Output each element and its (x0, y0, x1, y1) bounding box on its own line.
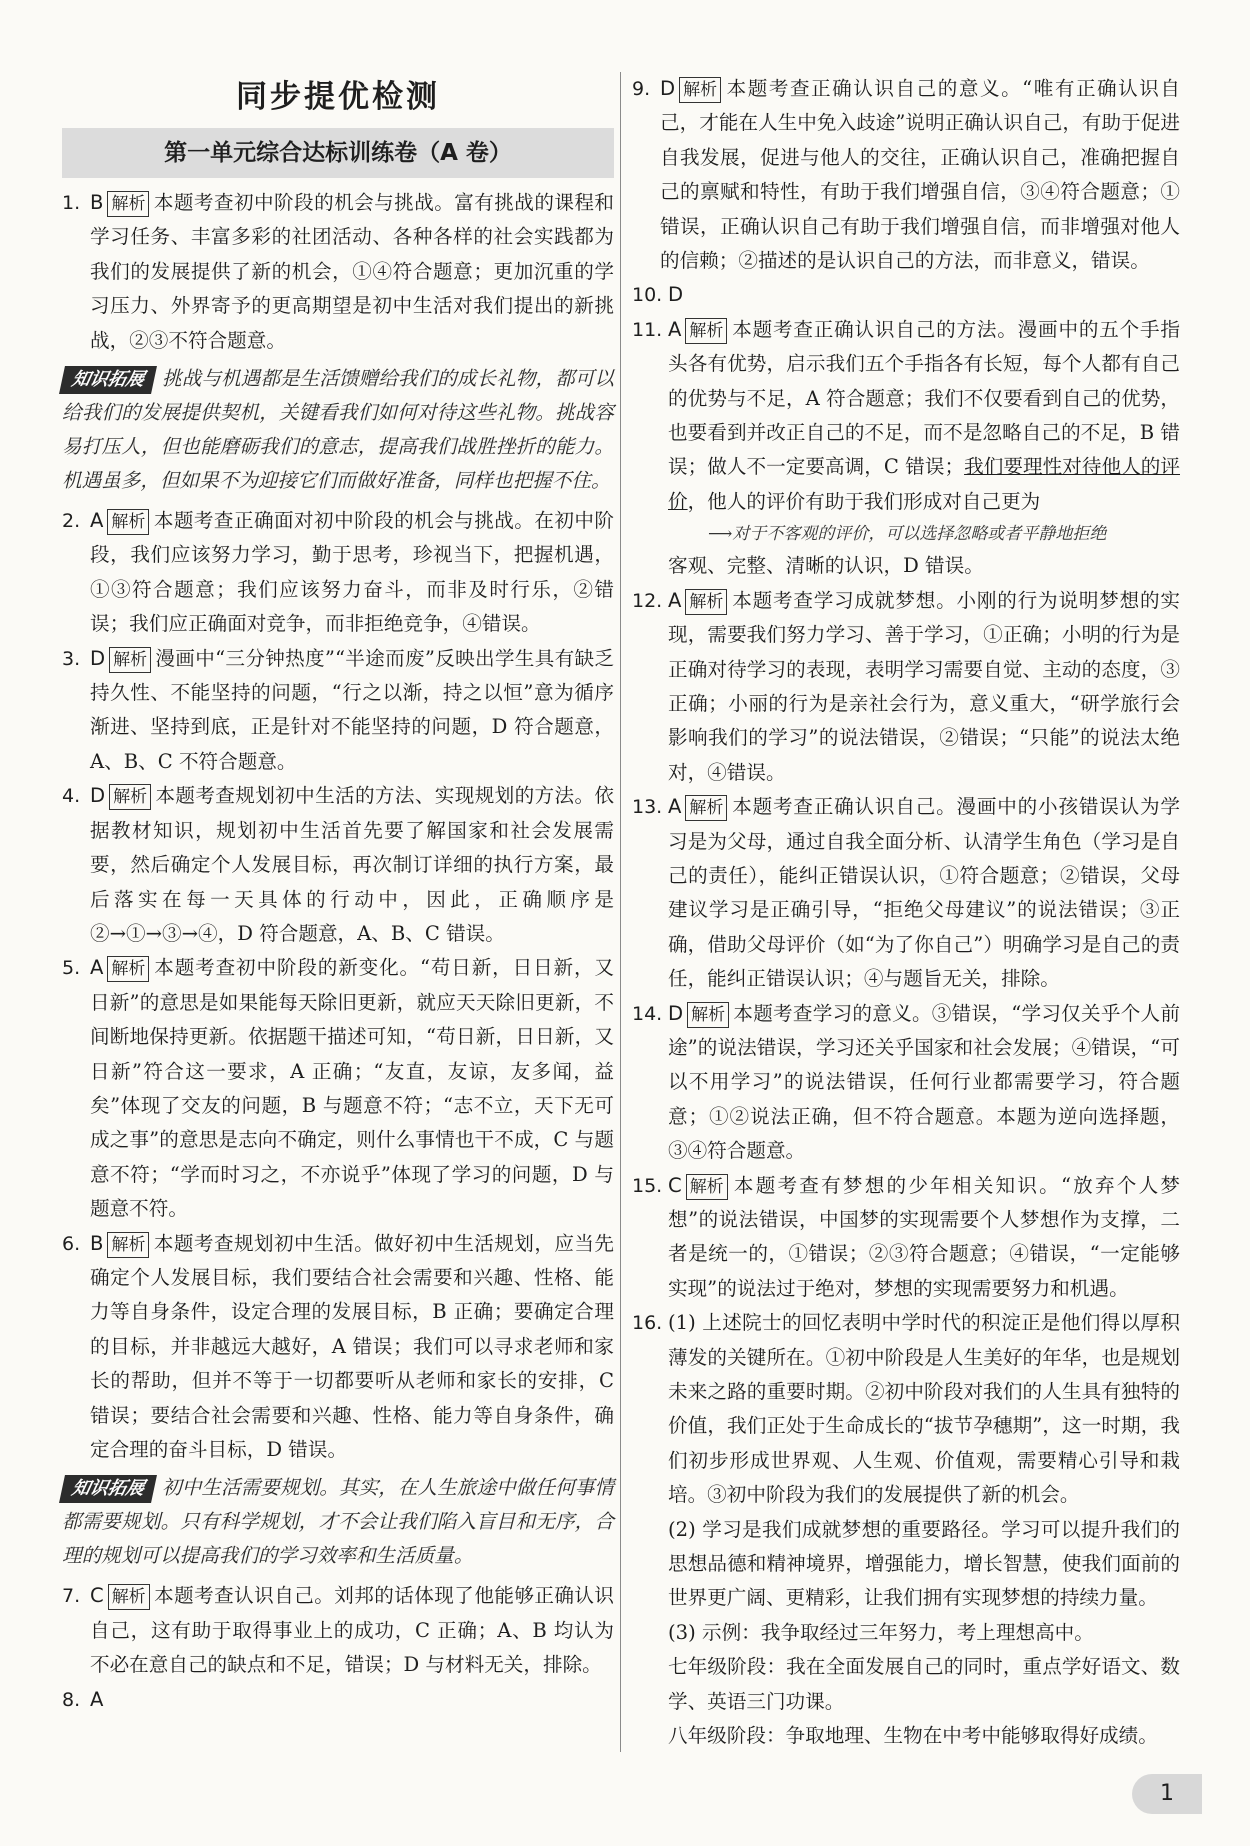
answer-choice: A (90, 509, 104, 533)
knowledge-extension-2 (62, 1471, 614, 1573)
analysis-tag: 解析 (685, 318, 727, 344)
analysis-text: 本题考查学习成就梦想。小刚的行为说明梦想的实现，需要我们努力学习、善于学习，①正确；小明的行为是正确对待学习的表现，表明学习需要自觉、主动的态度，③正确；小丽的行为是亲社会行为，意义重大，“研学旅行会影响我们的学习”的说法错误，②错误；“只能”的说法太绝对，④错误。 (668, 588, 1180, 784)
analysis-text: 本题考查初中阶段的新变化。“苟日新，日日新，又日新”的意思是如果能每天除旧更新，就应天天除旧更新，不间断地保持更新。依据题干描述可知，“苟日新，日日新，又日新”符合这一要求，A 正确；“友直，友谅，友多闻，益矣”体现了交友的问题，B 与题意不符；“志不立，天下无可成之事”的意思是志向不确定，则什么事情也干不成，C 与题意不符；“学而时习之，不亦说乎”体现了学习的问题，D 与题意不符。 (90, 956, 614, 1221)
answer-item-2: 2. A 解析 本题考查正确面对初中阶段的机会与挑战。在初中阶段，我们应该努力学习，勤于思考，珍视当下，把握机遇，①③符合题意；我们应该努力奋斗，而非及时行乐，②错误；我们应正确面对竞争，而非拒绝竞争，④错误。 (62, 509, 614, 636)
answer-choice: D (660, 77, 676, 100)
analysis-tag: 解析 (109, 784, 151, 810)
extension-label: 知识拓展 (59, 1475, 157, 1503)
analysis-text: 本题考查正确面对初中阶段的机会与挑战。在初中阶段，我们应该努力学习，勤于思考，珍视当下，把握机遇，①③符合题意；我们应该努力奋斗，而非及时行乐，②错误；我们应正确面对竞争，而非拒绝竞争，④错误。 (90, 509, 614, 636)
answer-part-3-grade8: 八年级阶段：争取地理、生物在中考中能够取得好成绩。 (668, 1724, 1158, 1748)
analysis-text: 漫画中“三分钟热度”“半途而废”反映出学生具有缺乏持久性、不能坚持的问题，“行之以渐，持之以恒”意为循序渐进、坚持到底，正是针对不能坚持的问题，D 符合题意，A、B、C 不符合题意。 (90, 646, 614, 773)
analysis-tag: 解析 (107, 509, 149, 535)
analysis-text: 本题考查认识自己。刘邦的话体现了他能够正确认识自己，这有助于取得事业上的成功，C 正确；A、B 均认为不必在意自己的缺点和不足，错误；D 与材料无关，排除。 (90, 1584, 614, 1677)
answer-choice: A (668, 317, 682, 341)
answer-choice: A (90, 956, 104, 980)
answer-item-7: 7. C 解析 本题考查认识自己。刘邦的话体现了他能够正确认识自己，这有助于取得事业上的成功，C 正确；A、B 均认为不必在意自己的缺点和不足，错误；D 与材料无关，排除。 (62, 1584, 614, 1677)
analysis-text: ，他人的评价有助于我们形成对自己更为 (687, 489, 1041, 513)
analysis-tag: 解析 (108, 1584, 150, 1610)
answer-choice: B (90, 1231, 104, 1255)
answer-item-13: 13. A 解析 本题考查正确认识自己。漫画中的小孩错误认为学习是为父母，通过自我全面分析、认清学生角色（学习是自己的责任），能纠正错误认识，①符合题意；②错误，父母建议学习是正确引导，“拒绝父母建议”的说法错误；③正确，借助父母评价（如“为了你自己”）明确学习是自己的责任，能纠正错误认识；④与题旨无关，排除。 (632, 795, 1180, 991)
page-number: 1 (1132, 1774, 1202, 1814)
answer-part-3-grade7: 七年级阶段：我在全面发展自己的同时，重点学好语文、数学、英语三门功课。 (668, 1655, 1180, 1713)
answer-part-3: (3) 示例：我争取经过三年努力，考上理想高中。 (668, 1620, 1094, 1644)
analysis-text: 本题考查有梦想的少年相关知识。“放弃个人梦想”的说法错误，中国梦的实现需要个人梦想作为支撑，二者是统一的，①错误；②③符合题意；④错误，“一定能够实现”的说法过于绝对，梦想的实现需要努力和机遇。 (668, 1173, 1180, 1300)
analysis-tag: 解析 (107, 956, 149, 982)
handwritten-note: ⟶对于不客观的评价，可以选择忽略或者平静地拒绝 (708, 524, 1107, 545)
unit-title: 第一单元综合达标训练卷（A 卷） (62, 128, 614, 178)
analysis-text: 本题考查正确认识自己的意义。“唯有正确认识自己，才能在人生中免入歧途”说明正确认识自己，有助于促进自我发展，促进与他人的交往，正确认识自己，准确把握自己的禀赋和特性，有助于我们增强自信，③④符合题意；①错误，正确认识自己有助于我们增强自信，而非增强对他人的信赖；②描述的是认识自己的方法，而非意义，错误。 (660, 77, 1180, 273)
answer-item-4: 4. D 解析 本题考查规划初中生活的方法、实现规划的方法。依据教材知识，规划初中生活首先要了解国家和社会发展需要，然后确定个人发展目标，再次制订详细的执行方案，最后落实在每一天具体的行动中，因此，正确顺序是②→①→③→④，D 符合题意，A、B、C 错误。 (62, 784, 614, 945)
answer-choice: B (90, 191, 104, 214)
answer-choice: A (668, 588, 682, 612)
answer-choice: C (90, 1584, 104, 1608)
knowledge-extension-1 (62, 362, 614, 498)
analysis-text: 本题考查初中阶段的机会与挑战。富有挑战的课程和学习任务、丰富多彩的社团活动、各种各样的社会实践都为我们的发展提供了新的机会，①④符合题意；更加沉重的学习压力、外界寄予的更高期望是初中生活对我们提出的新挑战，②③不符合题意。 (90, 191, 614, 352)
answer-part-1: (1) 上述院士的回忆表明中学时代的积淀正是他们得以厚积薄发的关键所在。①初中阶段是人生美好的年华，也是规划未来之路的重要时期。②初中阶段对我们的人生具有独特的价值，我们正处于生命成长的“拔节孕穗期”，这一时期，我们初步形成世界观、人生观、价值观，需要精心引导和栽培。③初中阶段为我们的发展提供了新的机会。 (668, 1311, 1180, 1507)
answer-choice: D (668, 1001, 684, 1025)
answer-item-10: 10. D (632, 283, 684, 307)
column-divider (620, 72, 621, 1752)
analysis-tag: 解析 (107, 191, 149, 217)
analysis-tag: 解析 (686, 1174, 728, 1200)
answer-item-16: 16. (1) 上述院士的回忆表明中学时代的积淀正是他们得以厚积薄发的关键所在。①初中阶段是人生美好的年华，也是规划未来之路的重要时期。②初中阶段对我们的人生具有独特的价值，我们正处于生命成长的“拔节孕穗期”，这一时期，我们初步形成世界观、人生观、价值观，需要精心引导和栽培。③初中阶段为我们的发展提供了新的机会。 (2) 学习是我们成就梦想的重要路径。学习可以提升我们的思想品德和精神境界，增强能力，增长智慧，使我们面前的世界更广阔、更精彩，让我们拥有实现梦想的持续力量。 (3) 示例：我争取经过三年努力，考上理想高中。 七年级阶段：我在全面发展自己的同时，重点学好语文、数学、英语三门功课。 八年级阶段：争取地理、生物在中考中能够取得好成绩。 (632, 1306, 1180, 1753)
answer-item-5: 5. A 解析 本题考查初中阶段的新变化。“苟日新，日日新，又日新”的意思是如果能每天除旧更新，就应天天除旧更新，不间断地保持更新。依据题干描述可知，“苟日新，日日新，又日新”符合这一要求，A 正确；“友直，友谅，友多闻，益矣”体现了交友的问题，B 与题意不符；“志不立，天下无可成之事”的意思是志向不确定，则什么事情也干不成，C 与题意不符；“学而时习之，不亦说乎”体现了学习的问题，D 与题意不符。 (62, 956, 614, 1221)
extension-label: 知识拓展 (59, 366, 157, 394)
analysis-tag: 解析 (687, 1002, 729, 1028)
answer-item-12: 12. A 解析 本题考查学习成就梦想。小刚的行为说明梦想的实现，需要我们努力学习、善于学习，①正确；小明的行为是正确对待学习的表现，表明学习需要自觉、主动的态度，③正确；小丽的行为是亲社会行为，意义重大，“研学旅行会影响我们的学习”的说法错误，②错误；“只能”的说法太绝对，④错误。 (632, 588, 1180, 784)
answer-choice: D (90, 646, 106, 670)
answer-item-15: 15. C 解析 本题考查有梦想的少年相关知识。“放弃个人梦想”的说法错误，中国梦的实现需要个人梦想作为支撑，二者是统一的，①错误；②③符合题意；④错误，“一定能够实现”的说法过于绝对，梦想的实现需要努力和机遇。 (632, 1173, 1180, 1300)
answer-choice: C (668, 1173, 682, 1197)
right-column (632, 72, 1180, 1754)
analysis-text: 本题考查规划初中生活。做好初中生活规划，应当先确定个人发展目标，我们要结合社会需要和兴趣、性格、能力等自身条件，设定合理的发展目标，B 正确；要确定合理的目标，并非越远大越好，A 错误；我们可以寻求老师和家长的帮助，但并不等于一切都要听从老师和家长的安排，C 错误；要结合社会需要和兴趣、性格、能力等自身条件，确定合理的奋斗目标，D 错误。 (90, 1231, 614, 1461)
extension-text: 挑战与机遇都是生活馈赠给我们的成长礼物，都可以给我们的发展提供契机，关键看我们如何对待这些礼物。挑战容易打压人，但也能磨砺我们的意志，提高我们战胜挫折的能力。机遇虽多，但如果不为迎接它们而做好准备，同样也把握不住。 (62, 367, 614, 493)
analysis-text: 本题考查正确认识自己。漫画中的小孩错误认为学习是为父母，通过自我全面分析、认清学生角色（学习是自己的责任），能纠正错误认识，①符合题意；②错误，父母建议学习是正确引导，“拒绝父母建议”的说法错误；③正确，借助父母评价（如“为了你自己”）明确学习是自己的责任，能纠正错误认识；④与题旨无关，排除。 (668, 795, 1180, 991)
analysis-text: 本题考查规划初中生活的方法、实现规划的方法。依据教材知识，规划初中生活首先要了解国家和社会发展需要，然后确定个人发展目标，再次制订详细的执行方案，最后落实在每一天具体的行动中，因此，正确顺序是②→①→③→④，D 符合题意，A、B、C 错误。 (90, 784, 614, 945)
analysis-tag: 解析 (679, 77, 721, 103)
left-column (62, 72, 614, 1717)
answer-choice: D (90, 784, 106, 808)
answer-item-14: 14. D 解析 本题考查学习的意义。③错误，“学习仅关乎个人前途”的说法错误，学习还关乎国家和社会发展；④错误，“可以不用学习”的说法错误，任何行业都需要学习，符合题意；①②说法正确，但不符合题意。本题为逆向选择题，③④符合题意。 (632, 1001, 1180, 1163)
answer-item-9: 9. D 解析 本题考查正确认识自己的意义。“唯有正确认识自己，才能在人生中免入歧途”说明正确认识自己，有助于促进自我发展，促进与他人的交往，正确认识自己，准确把握自己的禀赋和特性，有助于我们增强自信，③④符合题意；①错误，正确认识自己有助于我们增强自信，而非增强对他人的信赖；②描述的是认识自己的方法，而非意义，错误。 (632, 77, 1180, 273)
arrow-icon: ⟶ (708, 524, 733, 545)
analysis-tag: 解析 (107, 1232, 149, 1258)
answer-item-3: 3. D 解析 漫画中“三分钟热度”“半途而废”反映出学生具有缺乏持久性、不能坚持的问题，“行之以渐，持之以恒”意为循序渐进、坚持到底，正是针对不能坚持的问题，D 符合题意，A、B、C 不符合题意。 (62, 646, 614, 773)
section-title: 同步提优检测 (236, 79, 440, 115)
answer-choice: D (668, 283, 684, 307)
analysis-tag: 解析 (685, 589, 727, 615)
extension-text: 初中生活需要规划。其实，在人生旅途中做任何事情都需要规划。只有科学规划，才不会让我们陷入盲目和无序，合理的规划可以提高我们的学习效率和生活质量。 (62, 1476, 614, 1568)
answer-choice: A (668, 795, 682, 819)
answer-item-11: 11. A 解析 本题考查正确认识自己的方法。漫画中的五个手指头各有优势，启示我们五个手指各有长短，每个人都有自己的优势与不足，A 符合题意；我们不仅要看到自己的优势，也要看到并改正自己的不足，而不是忽略自己的不足，B 错误；做人不一定要高调，C 错误；我们要理性对待他人的评价，他人的评价有助于我们形成对自己更为 ⟶对于不客观的评价，可以选择忽略或者平静地拒绝 客观、完整、清晰的认识，D 错误。 (632, 317, 1180, 578)
answer-part-2: (2) 学习是我们成就梦想的重要路径。学习可以提升我们的思想品德和精神境界，增强能力，增长智慧，使我们面前的世界更广阔、更精彩，让我们拥有实现梦想的持续力量。 (668, 1517, 1180, 1610)
underlined-phrase: 我们要理性对待他人的评价 (668, 455, 1180, 513)
analysis-text: 客观、完整、清晰的认识，D 错误。 (668, 554, 984, 578)
answer-item-8: 8. A (62, 1687, 104, 1711)
analysis-text: 本题考查学习的意义。③错误，“学习仅关乎个人前途”的说法错误，学习还关乎国家和社会发展；④错误，“可以不用学习”的说法错误，任何行业都需要学习，符合题意；①②说法正确，但不符合题意。本题为逆向选择题，③④符合题意。 (668, 1001, 1180, 1163)
answer-choice: A (90, 1687, 104, 1711)
answer-item-1: 1. B 解析 本题考查初中阶段的机会与挑战。富有挑战的课程和学习任务、丰富多彩的社团活动、各种各样的社会实践都为我们的发展提供了新的机会，①④符合题意；更加沉重的学习压力、外界寄予的更高期望是初中生活对我们提出的新挑战，②③不符合题意。 (62, 191, 614, 352)
answer-item-6: 6. B 解析 本题考查规划初中生活。做好初中生活规划，应当先确定个人发展目标，我们要结合社会需要和兴趣、性格、能力等自身条件，设定合理的发展目标，B 正确；要确定合理的目标，并非越远大越好，A 错误；我们可以寻求老师和家长的帮助，但并不等于一切都要听从老师和家长的安排，C 错误；要结合社会需要和兴趣、性格、能力等自身条件，确定合理的奋斗目标，D 错误。 (62, 1231, 614, 1461)
analysis-tag: 解析 (109, 647, 151, 673)
analysis-tag: 解析 (685, 795, 727, 821)
analysis-text: 本题考查正确认识自己的方法。漫画中的五个手指头各有优势，启示我们五个手指各有长短，每个人都有自己的优势与不足，A 符合题意；我们不仅要看到自己的优势，也要看到并改正自己的不足，而不是忽略自己的不足，B 错误；做人不一定要高调，C 错误； (668, 317, 1180, 479)
